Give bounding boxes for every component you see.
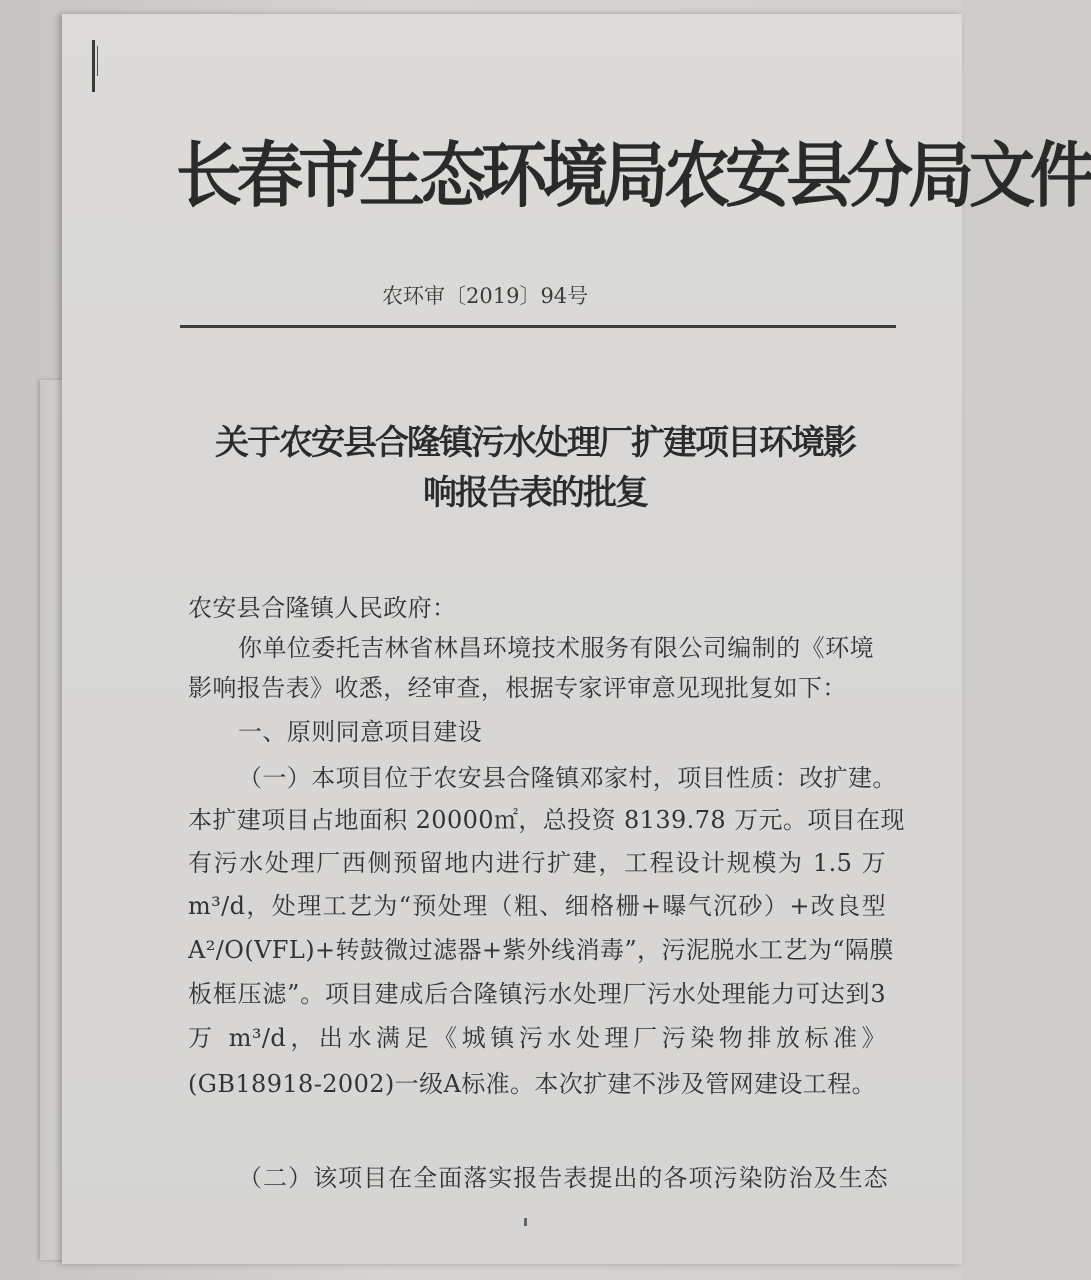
document-title — [170, 418, 900, 518]
intro-line-1: 你单位委托吉林省林昌环境技术服务有限公司编制的《环境 — [238, 634, 874, 662]
document-title-line-1: 关于农安县合隆镇污水处理厂扩建项目环境影 — [215, 423, 855, 463]
item-1-line-1: （一）本项目位于农安县合隆镇邓家村，项目性质：改扩建。 — [238, 764, 897, 792]
binding-mark — [92, 40, 95, 92]
item-1-line-3: 有污水处理厂西侧预留地内进行扩建，工程设计规模为 1.5 万 — [188, 849, 886, 877]
item-2-line-1: （二）该项目在全面落实报告表提出的各项污染防治及生态 — [238, 1164, 888, 1192]
item-1-line-2: 本扩建项目占地面积 20000㎡，总投资 8139.78 万元。项目在现 — [188, 806, 905, 834]
addressee: 农安县合隆镇人民政府： — [188, 594, 457, 622]
page-mark — [524, 1218, 527, 1226]
item-1-line-8: (GB18918-2002)一级A标准。本次扩建不涉及管网建设工程。 — [188, 1070, 877, 1098]
item-1-line-4: m³/d，处理工艺为“预处理（粗、细格栅+曝气沉砂）+改良型 — [188, 892, 886, 920]
binding-mark-secondary — [97, 46, 98, 76]
item-1-line-6: 板框压滤”。项目建成后合隆镇污水处理厂污水处理能力可达到3 — [188, 980, 886, 1008]
document-number: 农环审〔2019〕94号 — [382, 284, 589, 308]
document-title-line-2: 响报告表的批复 — [423, 473, 647, 513]
item-1-line-5: A²/O(VFL)+转鼓微过滤器+紫外线消毒”，污泥脱水工艺为“隔膜 — [188, 936, 894, 964]
issuing-authority-header: 长春市生态环境局农安县分局文件 — [176, 132, 1091, 218]
item-1-line-7: 万 m³/d，出水满足《城镇污水处理厂污染物排放标准》 — [188, 1024, 886, 1052]
header-divider-line — [180, 325, 896, 328]
intro-line-2: 影响报告表》收悉，经审查，根据专家评审意见现批复如下： — [188, 674, 847, 702]
section-1-heading: 一、原则同意项目建设 — [238, 718, 482, 746]
